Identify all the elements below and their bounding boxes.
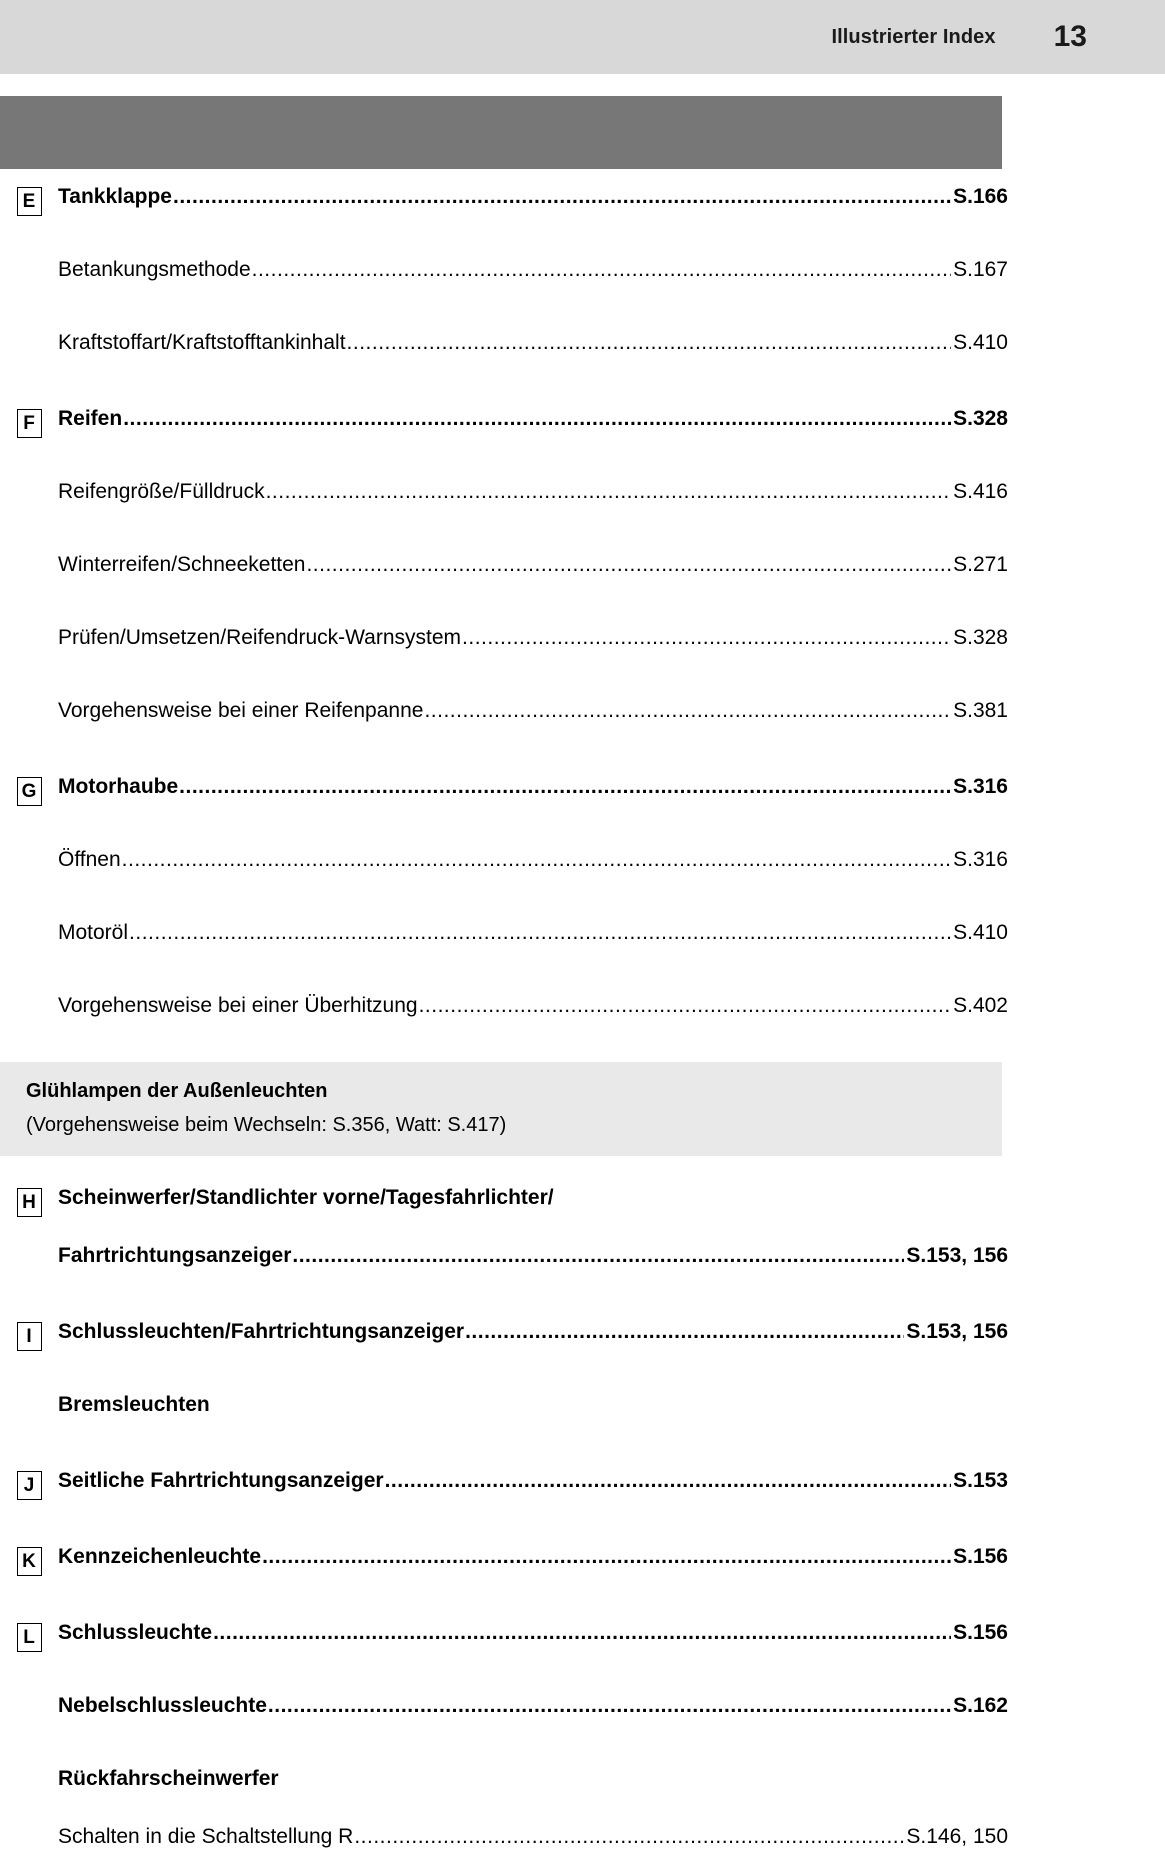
index-entry-badge-cell [0,1823,58,1827]
index-entry[interactable] [0,329,1165,377]
index-entry-page-reference: S.166 [953,185,1008,208]
bulbs-callout-title: Glühlampen der Außenleuchten [26,1080,328,1102]
index-entry[interactable] [0,697,1165,745]
page-title: Illustrierter Index [831,25,996,48]
index-entry-page-reference: S.146, 150 [906,1825,1008,1848]
index-entry[interactable] [0,846,1165,894]
index-entry-badge-cell [0,624,58,628]
index-entry-badge-cell [0,846,58,850]
index-entry-label: Nebelschlussleuchte [58,1694,267,1717]
index-entry-body [58,697,1165,725]
index-entry[interactable] [0,624,1165,672]
index-entry[interactable] [0,1619,1165,1667]
index-entry[interactable] [0,773,1165,821]
index-entry-label: Rückfahrscheinwerfer [58,1767,279,1790]
index-entry-badge-cell [0,919,58,923]
index-entry-body [58,405,1165,433]
index-entry-body [58,478,1165,506]
index-entry[interactable] [0,1823,1165,1871]
index-entry-label: Reifengröße/Fülldruck [58,480,265,503]
index-entry-body [58,1543,1165,1571]
index-list-bottom [0,1184,1165,1871]
index-entry-label: Bremsleuchten [58,1393,210,1416]
index-entry[interactable] [0,1467,1165,1515]
index-entry[interactable] [0,1543,1165,1591]
index-entry-label: Winterreifen/Schneeketten [58,553,306,576]
index-entry-badge-cell [0,478,58,482]
index-entry-body [58,1692,1165,1720]
dot-leader [292,1244,904,1268]
index-entry[interactable] [0,1242,1165,1290]
index-entry-page-reference: S.167 [953,258,1008,281]
index-entry-body [58,329,1165,357]
index-entry-label: Schlussleuchte [58,1621,213,1644]
index-entry-page-reference: S.316 [953,848,1008,871]
index-entry-page-reference: S.410 [953,331,1008,354]
index-entry-badge-cell [0,405,58,438]
dot-leader [385,1469,952,1493]
dot-leader [179,775,951,799]
dot-leader [306,553,951,577]
index-letter-badge: L [17,1623,42,1652]
index-entry[interactable] [0,1391,1165,1439]
index-entry-badge-cell [0,697,58,701]
index-entry-label: Fahrtrichtungsanzeiger [58,1244,292,1267]
index-entry[interactable] [0,992,1165,1040]
index-list-top [0,183,1165,1040]
index-entry-badge-cell [0,1692,58,1696]
index-entry-body [58,1391,1165,1419]
index-entry-badge-cell [0,1391,58,1395]
index-entry-label: Motoröl [58,921,129,944]
index-entry-page-reference: S.153, 156 [906,1244,1008,1267]
index-letter-badge: F [17,409,42,438]
index-entry-badge-cell [0,1619,58,1652]
index-content [0,183,1165,1871]
index-entry-label: Schlussleuchten/Fahrtrichtungsanzeiger [58,1320,465,1343]
section-tab-band [0,96,1002,169]
index-entry-label: Reifen [58,407,123,430]
index-entry-body [58,1765,1165,1793]
index-entry-badge-cell [0,551,58,555]
index-entry-page-reference: S.328 [953,626,1008,649]
dot-leader [129,921,951,945]
index-entry-badge-cell [0,1242,58,1246]
index-entry-page-reference: S.416 [953,480,1008,503]
index-entry-body [58,624,1165,652]
bulbs-callout [0,1062,1002,1156]
index-entry-page-reference: S.156 [953,1621,1008,1644]
index-entry-page-reference: S.153 [953,1469,1008,1492]
dot-leader [122,848,951,872]
index-entry-page-reference: S.316 [953,775,1008,798]
index-entry-badge-cell [0,1765,58,1769]
index-entry-label: Kennzeichenleuchte [58,1545,262,1568]
index-entry[interactable] [0,919,1165,967]
index-entry[interactable] [0,478,1165,526]
dot-leader [465,1320,904,1344]
index-entry-page-reference: S.402 [953,994,1008,1017]
dot-leader [268,1694,951,1718]
dot-leader [173,185,951,209]
index-entry-page-reference: S.381 [953,699,1008,722]
index-entry-body [58,846,1165,874]
index-entry-body [58,919,1165,947]
index-entry-body [58,256,1165,284]
index-entry-label: Motorhaube [58,775,179,798]
index-entry[interactable] [0,1318,1165,1366]
index-entry[interactable] [0,405,1165,453]
dot-leader [266,480,952,504]
index-entry[interactable] [0,1184,1165,1232]
index-letter-badge: J [17,1471,42,1500]
index-letter-badge: E [17,187,42,216]
index-entry-body [58,1823,1165,1851]
index-entry-page-reference: S.328 [953,407,1008,430]
index-entry-page-reference: S.153, 156 [906,1320,1008,1343]
index-entry-body [58,773,1165,801]
index-entry-badge-cell [0,1543,58,1576]
index-entry[interactable] [0,551,1165,599]
index-letter-badge: I [17,1322,42,1351]
index-entry-body [58,992,1165,1020]
index-entry-badge-cell [0,1318,58,1351]
index-letter-badge: G [17,777,42,806]
page-number: 13 [1053,20,1087,53]
index-entry-badge-cell [0,256,58,260]
index-entry-badge-cell [0,183,58,216]
index-entry-label: Vorgehensweise bei einer Reifenpanne [58,699,424,722]
index-entry-body [58,1184,1165,1212]
index-entry-label: Seitliche Fahrtrichtungsanzeiger [58,1469,384,1492]
index-entry-label: Vorgehensweise bei einer Überhitzung [58,994,418,1017]
index-entry-badge-cell [0,1467,58,1500]
dot-leader [262,1545,951,1569]
page-header [0,0,1165,74]
index-entry-label: Betankungsmethode [58,258,251,281]
index-entry-label: Kraftstoffart/Kraftstofftankinhalt [58,331,346,354]
index-entry-body [58,183,1165,211]
dot-leader [123,407,951,431]
index-entry[interactable] [0,183,1165,231]
index-entry-body [58,1318,1165,1346]
dot-leader [354,1825,904,1849]
index-entry-label: Schalten in die Schaltstellung R [58,1825,354,1848]
index-entry-badge-cell [0,1184,58,1217]
index-entry-label: Scheinwerfer/Standlichter vorne/Tagesfahrlichter/ [58,1186,554,1209]
dot-leader [419,994,952,1018]
dot-leader [347,331,952,355]
index-letter-badge: K [17,1547,42,1576]
index-entry[interactable] [0,1692,1165,1740]
index-entry-badge-cell [0,329,58,333]
index-entry-body [58,1242,1165,1270]
index-entry-label: Prüfen/Umsetzen/Reifendruck-Warnsystem [58,626,462,649]
index-entry-page-reference: S.162 [953,1694,1008,1717]
dot-leader [213,1621,951,1645]
index-entry-page-reference: S.271 [953,553,1008,576]
index-entry-body [58,1467,1165,1495]
index-entry[interactable] [0,1765,1165,1813]
dot-leader [462,626,951,650]
index-entry-page-reference: S.156 [953,1545,1008,1568]
index-entry-body [58,1619,1165,1647]
index-entry-body [58,551,1165,579]
index-entry-label: Öffnen [58,848,121,871]
index-entry-label: Tankklappe [58,185,172,208]
index-entry-page-reference: S.410 [953,921,1008,944]
bulbs-callout-subtitle: (Vorgehensweise beim Wechseln: S.356, Watt: S.417) [26,1114,507,1136]
index-entry-badge-cell [0,773,58,806]
index-letter-badge: H [17,1188,42,1217]
index-entry[interactable] [0,256,1165,304]
index-entry-badge-cell [0,992,58,996]
dot-leader [424,699,951,723]
dot-leader [252,258,951,282]
